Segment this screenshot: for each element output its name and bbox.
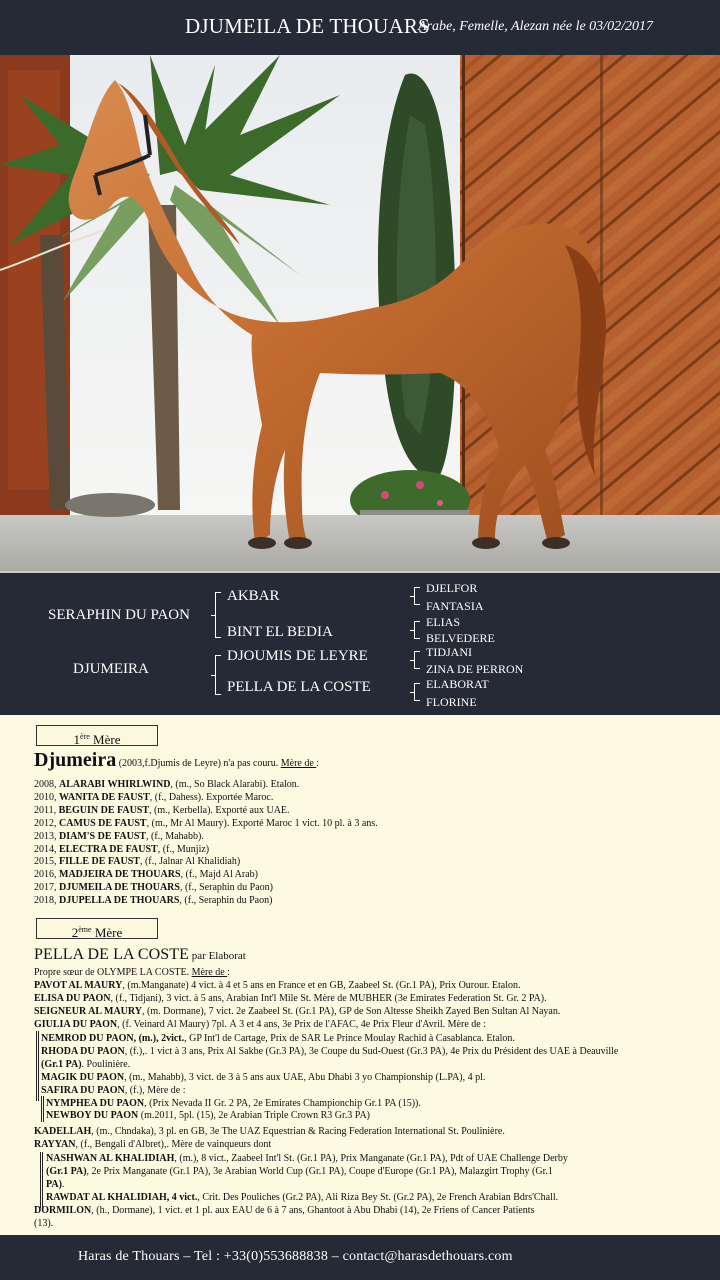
first-dam-heading: Djumeira (2003,f.Djumis de Leyre) n'a pas couru. Mère de :	[34, 749, 320, 771]
brace-akbar	[414, 587, 415, 605]
horse-name: DJUMEILA DE THOUARS	[185, 14, 430, 38]
produce-row: (13).	[34, 1218, 54, 1229]
dam-sire-name: DJOUMIS DE LEYRE	[227, 648, 368, 664]
g3-5: TIDJANI	[426, 645, 472, 659]
sire-dam-name: BINT EL BEDIA	[227, 624, 333, 640]
g3-1: DJELFOR	[426, 581, 478, 595]
produce-row: (Gr.1 PA), 2e Prix Manganate (Gr.1 PA), 3e Arabian World Cup (Gr.1 PA), Coupe d'Europe (Gr.1 PA), Malazgirt Trophy (Gr.1	[46, 1166, 553, 1177]
produce-row: 2012, CAMUS DE FAUST, (m., Mr Al Maury). Exporté Maroc 1 vict. 10 pl. à 3 ans.	[34, 817, 378, 829]
produce-row: 2018, DJUPELLA DE THOUARS, (f., Seraphin du Paon)	[34, 895, 273, 907]
g3-6: ZINA DE PERRON	[426, 662, 524, 676]
pedigree-table	[0, 575, 720, 715]
produce-row: 2013, DIAM'S DE FAUST, (f., Mahabb).	[34, 830, 204, 842]
produce-row: 2017, DJUMEILA DE THOUARS, (f., Seraphin du Paon)	[34, 882, 273, 894]
giulia-bracket	[36, 1031, 39, 1101]
g3-7: ELABORAT	[426, 677, 489, 691]
g3-8: FLORINE	[426, 695, 477, 709]
g3-3: ELIAS	[426, 615, 460, 629]
first-dam-name: Djumeira	[34, 749, 117, 771]
first-dam-label: 1ère Mère	[36, 725, 158, 746]
brace-sire	[215, 592, 216, 638]
produce-row: PA).	[46, 1179, 65, 1190]
produce-row: 2015, FILLE DE FAUST, (f., Jalnar Al Khalidiah)	[34, 856, 241, 868]
produce-row: 2016, MADJEIRA DE THOUARS, (f., Majd Al Arab)	[34, 869, 258, 881]
safira-bracket	[41, 1096, 44, 1122]
produce-row: PAVOT AL MAURY, (m.Manganate) 4 vict. à 4 et 5 ans en France et en GB, Zaabeel St. (Gr.1 PA), Prix Ourour. Etalon.	[34, 980, 521, 991]
dam-name: DJUMEIRA	[73, 661, 149, 677]
sire-name: SERAPHIN DU PAON	[48, 607, 190, 623]
brace-pella	[414, 683, 415, 701]
second-dam-intro: Propre sœur de OLYMPE LA COSTE. Mère de :	[34, 967, 230, 978]
second-dam-label: 2ème Mère	[36, 918, 158, 939]
horse-photo-illustration	[0, 55, 720, 573]
produce-row: ELISA DU PAON, (f., Tidjani), 3 vict. à 5 ans, Arabian Int'l Mile St. Mère de MUBHER (3e Emirates Federation St. Gr. 2 PA).	[34, 993, 547, 1004]
horse-description: Arabe, Femelle, Alezan née le 03/02/2017	[418, 19, 653, 34]
dam-line-document	[0, 715, 720, 1235]
brace-bint-el-bedia	[414, 621, 415, 639]
produce-row: KADELLAH, (m., Chndaka), 3 pl. en GB, 3e The UAZ Equestrian & Racing Federation International St. Poulinière.	[34, 1126, 505, 1137]
footer-bar	[0, 1235, 720, 1280]
produce-row: RAYYAN, (f., Bengali d'Albret),. Mère de vainqueurs dont	[34, 1139, 272, 1150]
second-dam-heading: PELLA DE LA COSTE par Elaborat	[34, 946, 246, 963]
produce-row: NYMPHEA DU PAON, (Prix Nevada II Gr. 2 PA, 2e Emirates Championchip Gr.1 PA (15)).	[46, 1098, 421, 1109]
g3-4: BELVEDERE	[426, 631, 495, 645]
produce-row: RHODA DU PAON, (f.),. 1 vict à 3 ans, Prix Al Sakbe (Gr.3 PA), 3e Coupe du Sud-Ouest (Gr.3 PA), 4e Prix du Président des UAE à Deauville	[41, 1046, 619, 1057]
second-dam-name: PELLA DE LA COSTE	[34, 946, 190, 963]
brace-djoumis	[414, 651, 415, 669]
produce-row: 2010, WANITA DE FAUST, (f., Dahess). Exportée Maroc.	[34, 791, 274, 803]
brace-dam	[215, 655, 216, 695]
sire-sire-name: AKBAR	[227, 588, 280, 604]
produce-row: GIULIA DU PAON, (f. Veinard Al Maury) 7pl. À 3 et 4 ans, 3e Prix de l'AFAC, 4e Prix Fleur d'Avril. Mère de :	[34, 1019, 486, 1030]
produce-row: 2008, ALARABI WHIRLWIND, (m., So Black Alarabi). Etalon.	[34, 779, 300, 790]
produce-row: 2014, ELECTRA DE FAUST, (f., Munjiz)	[34, 843, 210, 855]
dam-dam-name: PELLA DE LA COSTE	[227, 679, 371, 695]
produce-row: SEIGNEUR AL MAURY, (m. Dormane), 7 vict. 2e Zaabeel St. (Gr.1 PA), GP de Son Altesse Sheikh Zayed Ben Sultan Al Nayan.	[34, 1006, 561, 1017]
produce-row: NEWBOY DU PAON (m.2011, 5pl. (15), 2e Arabian Triple Crown R3 Gr.3 PA)	[46, 1110, 370, 1121]
produce-row: (Gr.1 PA). Poulinière.	[41, 1059, 131, 1070]
contact-info: Haras de Thouars – Tel : +33(0)553688838 – contact@harasdethouars.com	[78, 1249, 513, 1264]
produce-row: DORMILON, (h., Dormane), 1 vict. et 1 pl. aux EAU de 6 à 7 ans, Ghantoot à Abu Dhabi (14), 2e Friens of Cancer Patients	[34, 1205, 535, 1216]
produce-row: MAGIK DU PAON, (m., Mahabb), 3 vict. de 3 à 5 ans aux UAE, Abu Dhabi 3 yo Championship (L.PA), 4 pl.	[41, 1072, 486, 1083]
produce-row: SAFIRA DU PAON, (f.), Mère de :	[41, 1085, 186, 1096]
header-bar	[0, 0, 720, 55]
rayyan-bracket	[40, 1152, 43, 1208]
horse-photo	[0, 55, 720, 573]
produce-row: NEMROD DU PAON, (m.), 2vict., GP Int'l de Cartage, Prix de SAR Le Prince Moulay Rachid à Casablanca. Etalon.	[41, 1033, 515, 1044]
g3-2: FANTASIA	[426, 599, 484, 613]
produce-row: 2011, BEGUIN DE FAUST, (m., Kerbella). Exporté aux UAE.	[34, 804, 290, 816]
produce-row: RAWDAT AL KHALIDIAH, 4 vict., Crit. Des Pouliches (Gr.2 PA), Ali Riza Bey St. (Gr.2 PA), 2e French Arabian Bdrs'Chall.	[46, 1192, 559, 1203]
produce-row: NASHWAN AL KHALIDIAH, (m.), 8 vict., Zaabeel Int'l St. (Gr.1 PA), Prix Manganate (Gr.1 PA), Pdt of UAE Challenge Derby	[46, 1153, 568, 1164]
